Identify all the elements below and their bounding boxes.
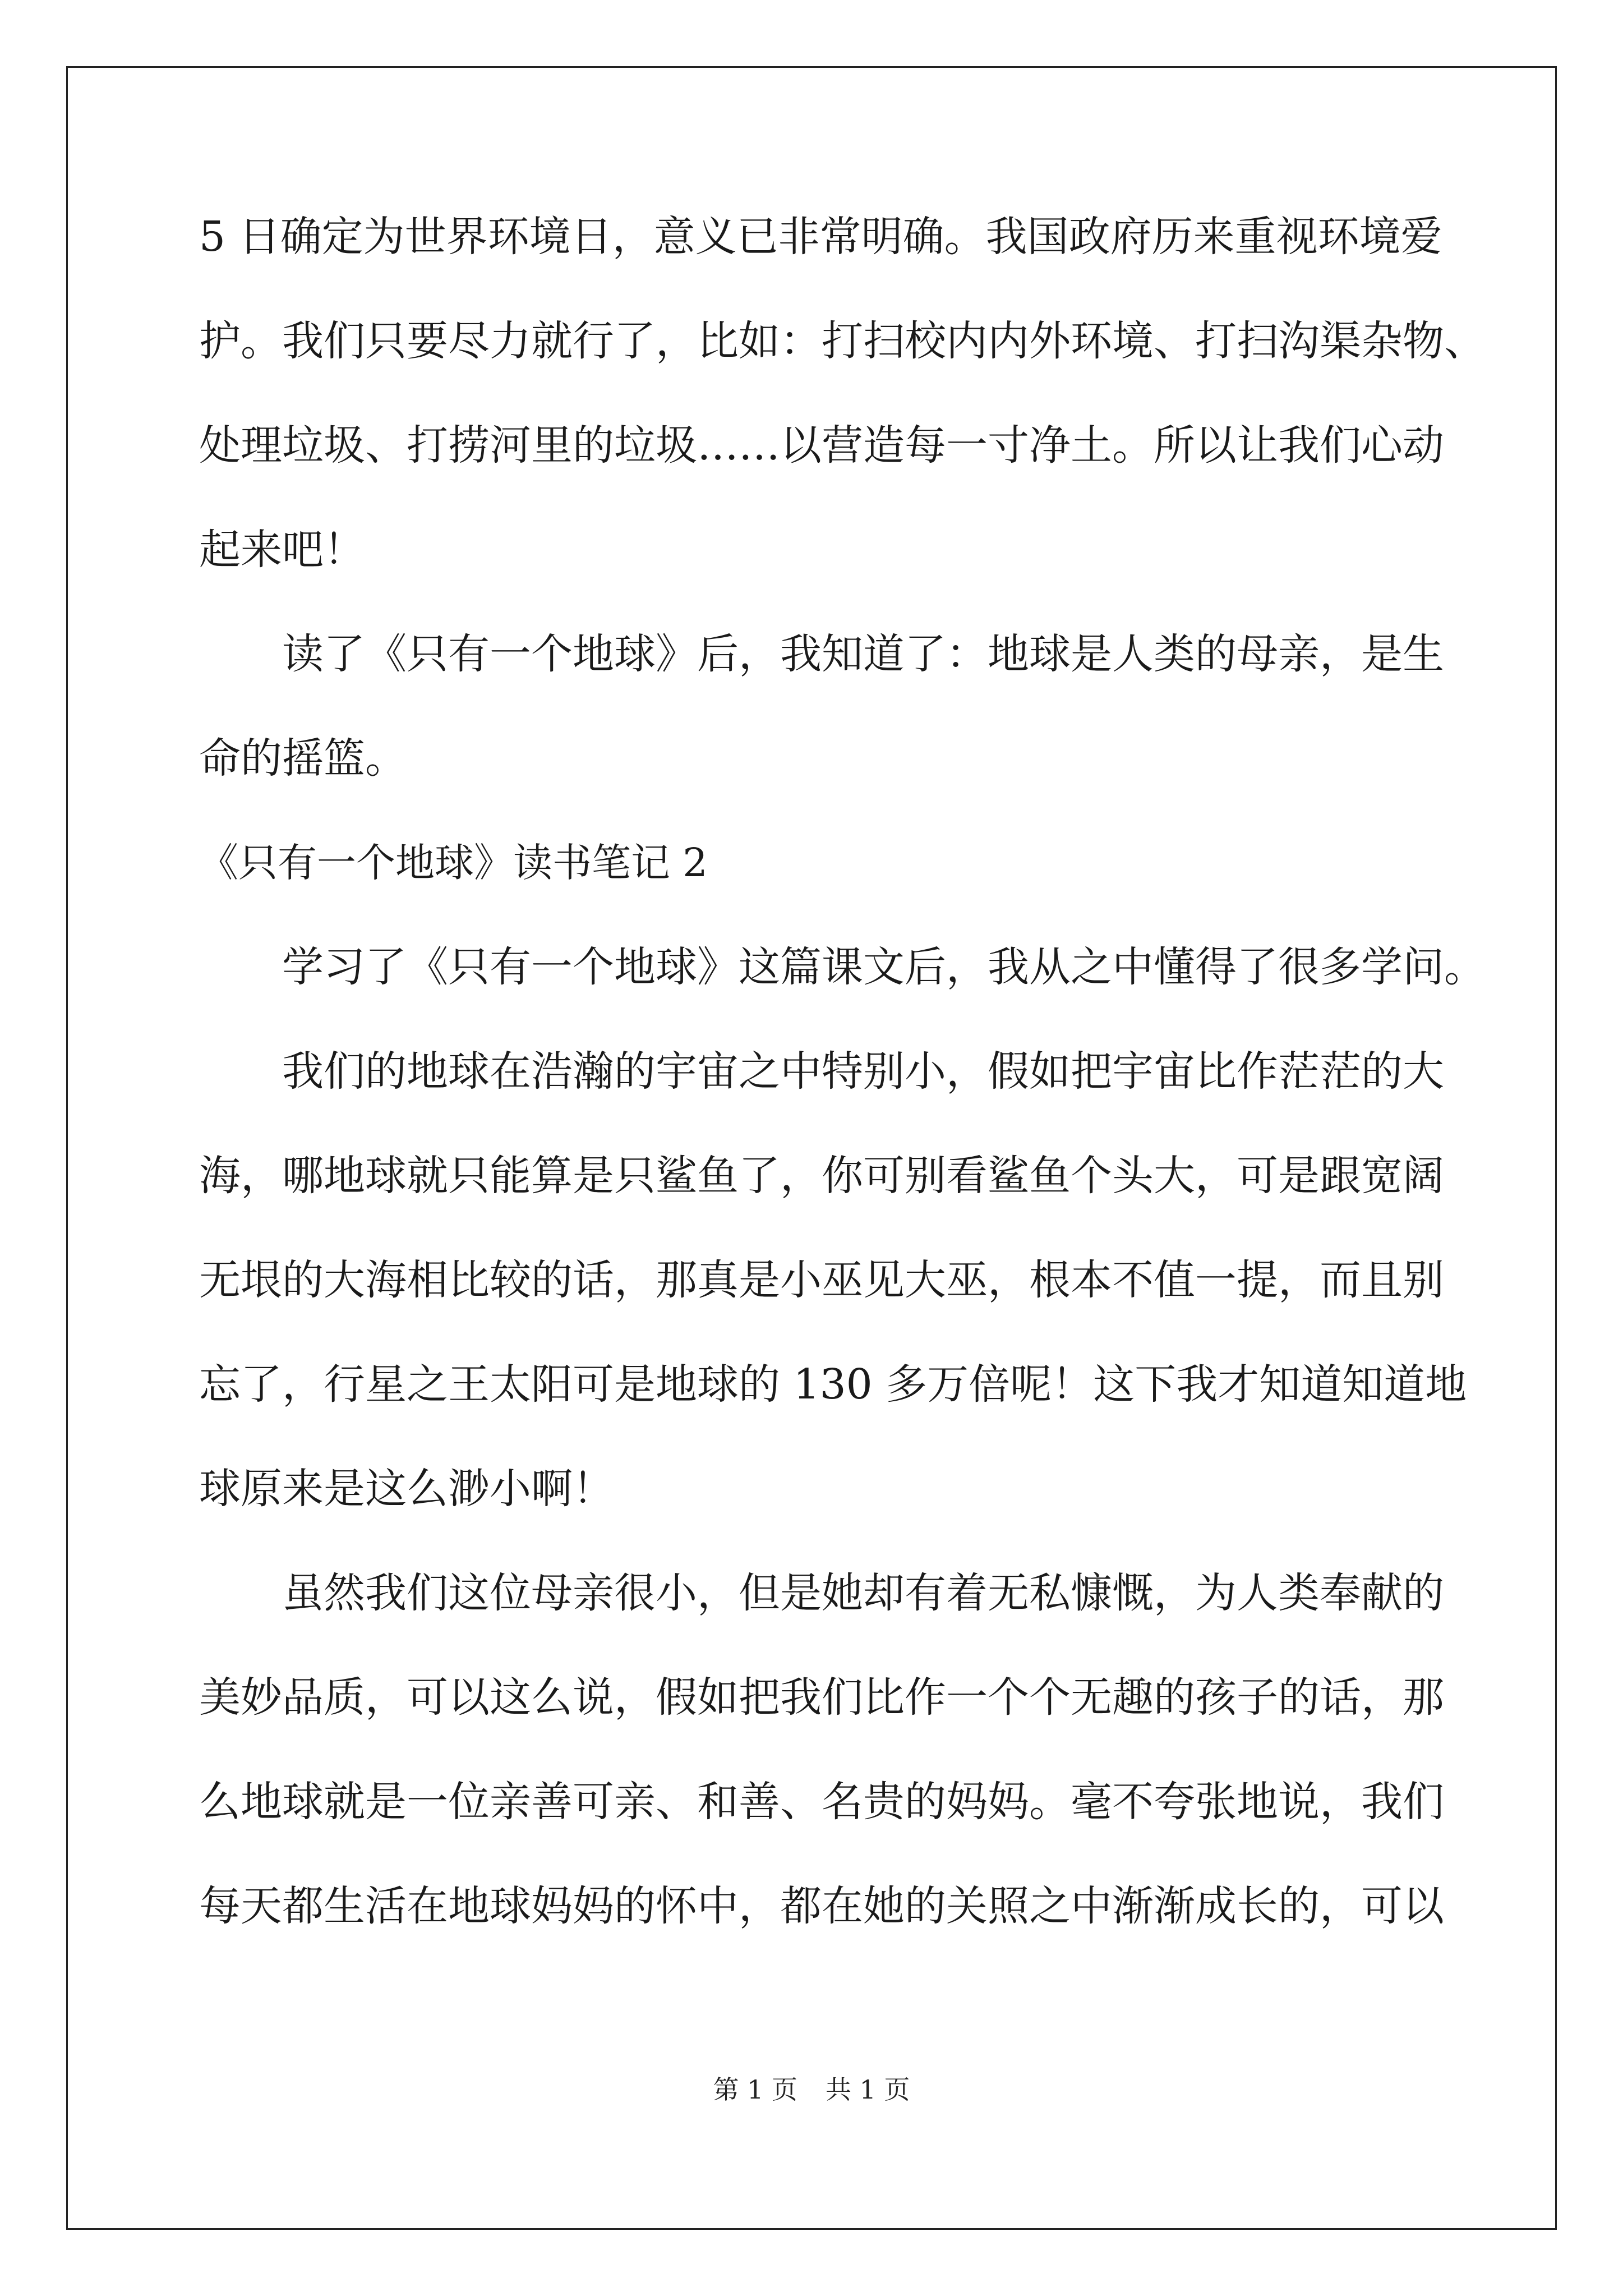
paragraph bbox=[199, 943, 1486, 991]
text-line: 护。我们只要尽力就行了，比如：打扫校内内外环境、打扫沟渠杂物、 bbox=[199, 317, 1486, 365]
paragraph bbox=[199, 1569, 1444, 1930]
text-line: 学习了《只有一个地球》这篇课文后，我从之中懂得了很多学问。 bbox=[282, 943, 1486, 991]
text-line: 美妙品质，可以这么说，假如把我们比作一个个无趣的孩子的话，那 bbox=[199, 1673, 1444, 1722]
text-line: 我们的地球在浩瀚的宇宙之中特别小，假如把宇宙比作茫茫的大 bbox=[282, 1047, 1444, 1096]
text-line: 读了《只有一个地球》后，我知道了：地球是人类的母亲，是生 bbox=[282, 630, 1444, 678]
page-number: 第 1 页 bbox=[713, 2074, 797, 2105]
text-line: 忘了，行星之王太阳可是地球的 130 多万倍呢！这下我才知道知道地 bbox=[199, 1360, 1467, 1409]
document-body bbox=[199, 213, 1486, 1990]
text-line: 命的摇篮。 bbox=[199, 734, 407, 783]
text-line: 球原来是这么渺小啊！ bbox=[199, 1465, 614, 1513]
paragraph bbox=[199, 1047, 1467, 1513]
page-footer bbox=[0, 2076, 1623, 2104]
page-total: 共 1 页 bbox=[826, 2074, 910, 2105]
text-line: 无垠的大海相比较的话，那真是小巫见大巫，根本不值一提，而且别 bbox=[199, 1256, 1444, 1304]
heading-text: 《只有一个地球》读书笔记 2 bbox=[199, 840, 708, 886]
paragraph bbox=[199, 630, 1444, 783]
section-heading bbox=[199, 842, 1433, 884]
text-line: 海，哪地球就只能算是只鲨鱼了，你可别看鲨鱼个头大，可是跟宽阔 bbox=[199, 1152, 1444, 1200]
paragraph bbox=[199, 213, 1486, 574]
text-line: 虽然我们这位母亲很小，但是她却有着无私慷慨，为人类奉献的 bbox=[282, 1569, 1444, 1617]
text-line: 处理垃圾、打捞河里的垃圾……以营造每一寸净土。所以让我们心动 bbox=[199, 421, 1444, 470]
text-line: 起来吧！ bbox=[199, 526, 365, 574]
text-line: 每天都生活在地球妈妈的怀中，都在她的关照之中渐渐成长的，可以 bbox=[199, 1882, 1444, 1930]
text-line: 5 日确定为世界环境日，意义已非常明确。我国政府历来重视环境爱 bbox=[199, 213, 1442, 261]
text-line: 么地球就是一位亲善可亲、和善、名贵的妈妈。毫不夸张地说，我们 bbox=[199, 1778, 1444, 1826]
